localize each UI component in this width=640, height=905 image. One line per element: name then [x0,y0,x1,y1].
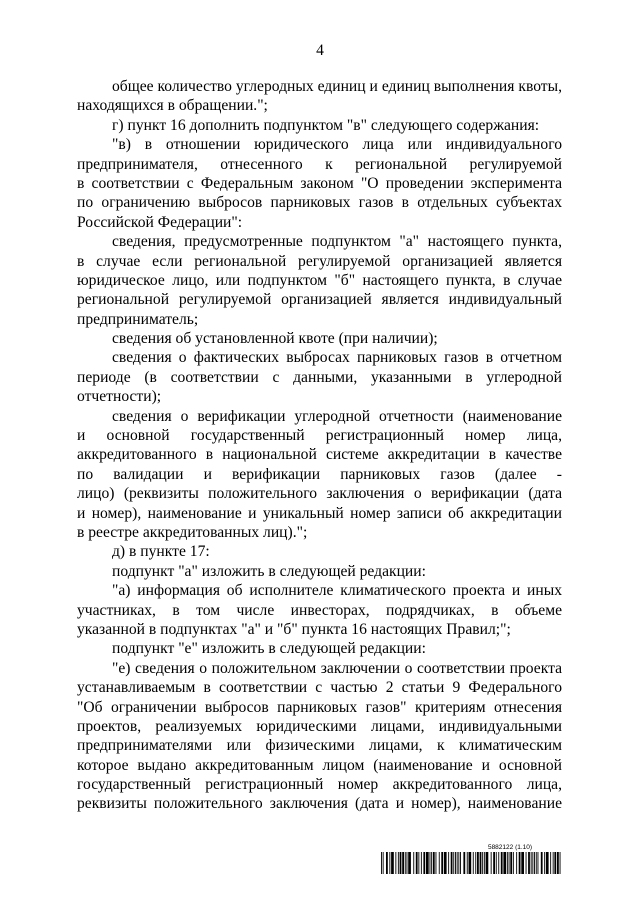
text-line: и основной государственный регистрационный номер лица, [77,427,562,445]
text-line: лицо) (реквизиты положительного заключения о верификации (дата [77,485,562,503]
text-line: которое выдано аккредитованным лицом (наименование и основной [77,756,562,774]
text-line: сведения об установленной квоте (при наличии); [112,330,438,348]
text-line: Российской Федерации": [77,213,243,231]
text-line: отчетности); [77,388,162,406]
document-body [77,77,562,814]
text-line: региональной регулируемой организацией является индивидуальный [77,291,562,309]
text-line: сведения, предусмотренные подпунктом "а" настоящего пункта, [112,233,562,251]
text-line: и номер), наименование и уникальный номер записи об аккредитации [77,504,562,522]
text-line: д) в пункте 17: [112,543,210,561]
text-line: сведения о фактических выбросах парниковых газов в отчетном [112,349,562,367]
text-line: предпринимателями или физическими лицами, к климатическим [77,737,562,755]
text-line: в реестре аккредитованных лиц)."; [77,523,308,541]
text-line: реквизиты положительного заключения (дата и номер), наименование [77,795,562,813]
text-line: г) пункт 16 дополнить подпунктом "в" следующего содержания: [112,116,540,134]
text-line: сведения о верификации углеродной отчетности (наименование [112,407,562,425]
text-line: устанавливаемым в соответствии с частью 2 статьи 9 Федерального [77,679,562,697]
text-line: периоде (в соответствии с данными, указанными в углеродной [77,368,562,386]
text-line: участниках, в том числе инвесторах, подрядчиках, в объеме [77,601,562,619]
barcode-image [381,852,563,874]
text-line: по ограничению выбросов парниковых газов в отдельных субъектах [77,194,562,212]
text-line: в соответствии с Федеральным законом "О проведении эксперимента [77,174,562,192]
text-line: "е) сведения о положительном заключении о соответствии проекта [112,659,562,677]
text-line: по валидации и верификации парниковых газов (далее - [77,465,562,483]
text-line: государственный регистрационный номер аккредитованного лица, [77,776,562,794]
text-line: указанной в подпунктах "а" и "б" пункта 16 настоящих Правил;"; [77,620,511,638]
text-line: юридическое лицо, или подпунктом "б" настоящего пункта, в случае [77,271,562,289]
page-number: 4 [316,42,324,59]
document-code: 5882122 (1.10) [487,844,533,851]
text-line: "в) в отношении юридического лица или индивидуального [112,136,562,154]
text-line: "Об ограничении выбросов парниковых газов" критериям отнесения [77,698,562,716]
text-line: предпринимателя, отнесенного к региональной регулируемой [77,155,562,173]
text-line: подпункт "е" изложить в следующей редакции: [112,640,426,658]
text-line: предприниматель; [77,310,199,328]
text-line: общее количество углеродных единиц и единиц выполнения квоты, [112,78,562,95]
text-line: проектов, реализуемых юридическими лицами, индивидуальными [77,717,562,735]
text-line: подпункт "а" изложить в следующей редакции: [112,562,426,580]
text-line: находящихся в обращении."; [77,97,268,115]
text-line: аккредитованного в национальной системе аккредитации в качестве [77,446,562,464]
text-line: в случае если региональной регулируемой организацией является [77,252,562,270]
text-line: "а) информация об исполнителе климатического проекта и иных [112,582,562,600]
